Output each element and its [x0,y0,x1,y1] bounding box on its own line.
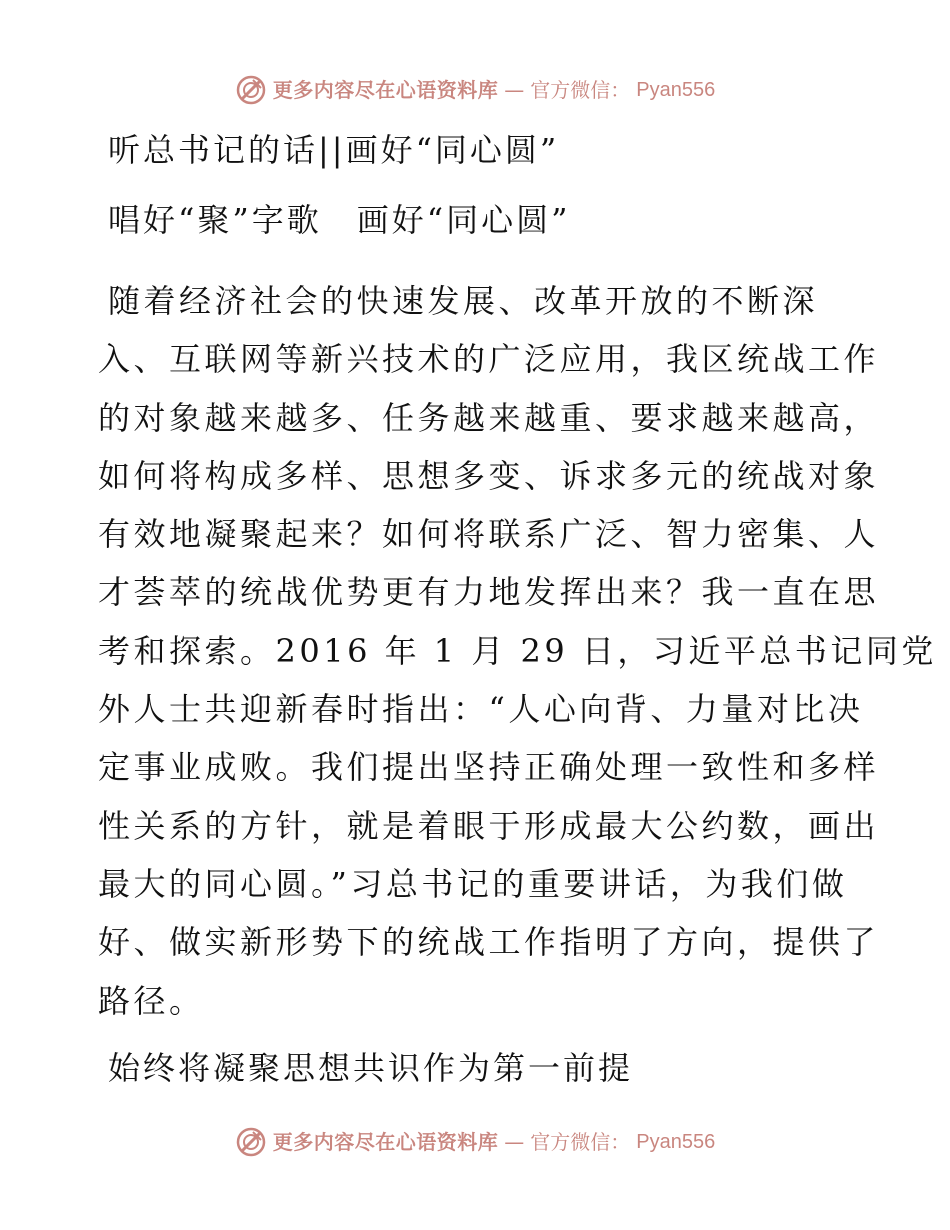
document-title: 听总书记的话||画好“同心圆” [108,131,560,169]
paragraph-line: 如何将构成多样、思想多变、诉求多元的统战对象 [98,456,880,495]
watermark-main-text: 更多内容尽在心语资料库 [272,1130,499,1154]
paragraph-line: 随着经济社会的快速发展、改革开放的不断深 [108,282,819,320]
paragraph-line: 性关系的方针，就是着眼于形成最大公约数，画出 [98,806,880,845]
seal-logo-icon [235,74,267,106]
watermark-main-text: 更多内容尽在心语资料库 [272,78,499,102]
paragraph-line: 好、做实新形势下的统战工作指明了方向，提供了 [98,923,880,962]
seal-logo-icon [235,1126,267,1158]
watermark-wechat-id: Pyan556 [636,79,716,101]
watermark-dash: — [504,78,525,102]
document-subtitle: 唱好“聚”字歌 画好“同心圆” [108,201,571,239]
watermark-wechat-id: Pyan556 [636,1131,716,1153]
paragraph-line: 外人士共迎新春时指出：“人心向背、力量对比决 [98,690,864,729]
paragraph-line: 路径。 [98,981,205,1020]
watermark-dash: — [504,1130,525,1154]
watermark-wechat-label: 官方微信： [530,1130,631,1154]
paragraph-line: 定事业成败。我们提出坚持正确处理一致性和多样 [98,748,880,787]
paragraph-line: 入、互联网等新兴技术的广泛应用，我区统战工作 [98,340,880,379]
paragraph-line: 的对象越来越多、任务越来越重、要求越来越高， [98,398,880,437]
section-heading: 始终将凝聚思想共识作为第一前提 [108,1049,634,1087]
paragraph-line: 才荟萃的统战优势更有力地发挥出来？我一直在思 [98,573,880,612]
watermark-wechat-label: 官方微信： [530,78,631,102]
body-paragraph [98,272,937,1030]
paragraph-line: 有效地凝聚起来？如何将联系广泛、智力密集、人 [98,515,880,554]
paragraph-line: 考和探索。2016 年 1 月 29 日，习近平总书记同党 [98,631,937,670]
footer-watermark [0,1126,950,1158]
header-watermark [0,74,950,106]
paragraph-line: 最大的同心圆。”习总书记的重要讲话，为我们做 [98,864,848,903]
